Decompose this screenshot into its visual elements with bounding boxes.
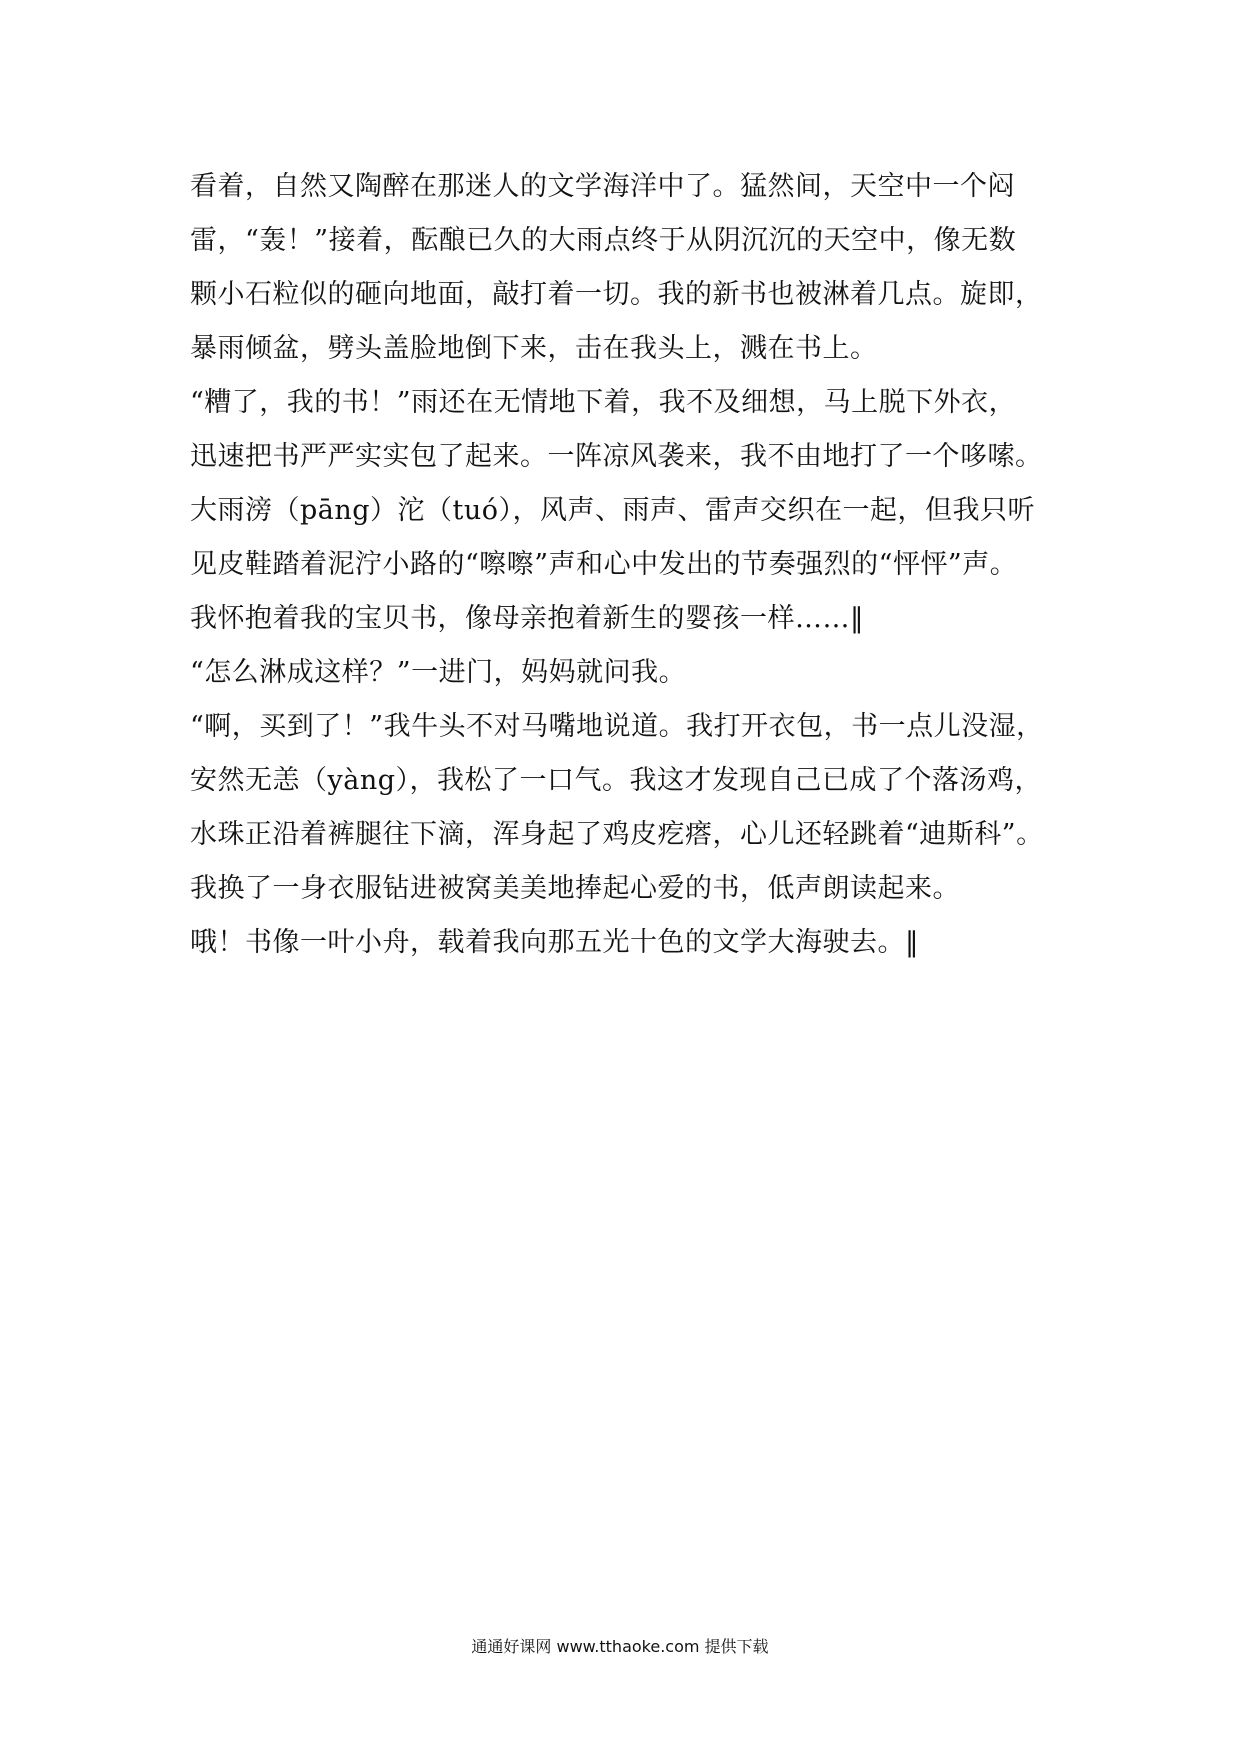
text-line: 迅速把书严严实实包了起来。一阵凉风袭来，我不由地打了一个哆嗦。 <box>190 441 1043 472</box>
page-footer: 通通好课网 www.tthaoke.com 提供下载 <box>471 1637 769 1656</box>
text-line: “啊，买到了！”我牛头不对马嘴地说道。我打开衣包，书一点儿没湿， <box>190 711 1044 742</box>
text-line: 看着，自然又陶醉在那迷人的文学海洋中了。猛然间，天空中一个闷 <box>190 171 1015 202</box>
text-line: 我怀抱着我的宝贝书，像母亲抱着新生的婴孩一样……‖ <box>190 603 864 634</box>
text-line: 安然无恙（yàng），我松了一口气。我这才发现自己已成了个落汤鸡， <box>190 765 1043 796</box>
text-line: 大雨滂（pāng）沱（tuó），风声、雨声、雷声交织在一起，但我只听 <box>190 495 1036 526</box>
text-line: 哦！书像一叶小舟，载着我向那五光十色的文学大海驶去。‖ <box>190 927 919 958</box>
text-line: “怎么淋成这样？”一进门，妈妈就问我。 <box>190 657 687 688</box>
text-line: 雷，“轰！”接着，酝酿已久的大雨点终于从阴沉沉的天空中，像无数 <box>190 225 1017 256</box>
text-line: “糟了，我的书！”雨还在无情地下着，我不及细想，马上脱下外衣， <box>190 387 1017 418</box>
text-line: 水珠正沿着裤腿往下滴，浑身起了鸡皮疙瘩，心儿还轻跳着“迪斯科”。 <box>190 819 1044 850</box>
text-line: 我换了一身衣服钻进被窝美美地捧起心爱的书，低声朗读起来。 <box>190 873 960 904</box>
text-line: 见皮鞋踏着泥泞小路的“嚓嚓”声和心中发出的节奏强烈的“怦怦”声。 <box>190 549 1018 580</box>
document-body <box>190 160 1090 970</box>
text-line: 颗小石粒似的砸向地面，敲打着一切。我的新书也被淋着几点。旋即， <box>190 279 1043 310</box>
text-line: 暴雨倾盆，劈头盖脸地倒下来，击在我头上，溅在书上。 <box>190 333 878 364</box>
